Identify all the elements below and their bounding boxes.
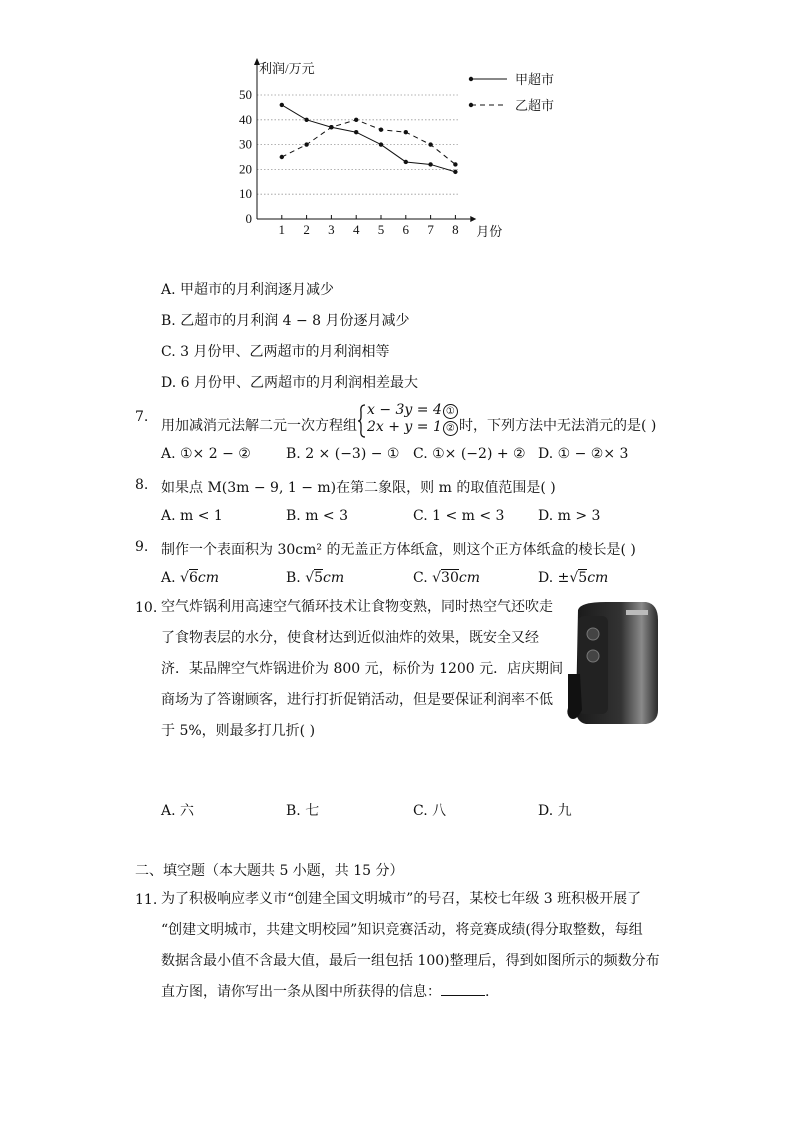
- q11-line: “创建文明城市，共建文明校园”知识竞赛活动，将竞赛成绩(得分取整数，每组: [161, 922, 643, 938]
- q7-equation-system: [357, 402, 459, 441]
- x-tick-label: 4: [352, 222, 360, 237]
- q10-line: 商场为了答谢顾客，进行打折促销活动，但是要保证利润率不低: [161, 692, 553, 708]
- x-tick-label: 3: [328, 222, 335, 237]
- x-tick-label: 1: [278, 222, 286, 237]
- q8-option-c: C. 1 < m < 3: [413, 508, 505, 524]
- data-point: [304, 118, 308, 122]
- data-point: [428, 162, 432, 166]
- data-point: [404, 130, 408, 134]
- q6-option-c: C. 3 月份甲、乙两超市的月利润相等: [161, 344, 390, 360]
- q7-option-c: C. ①× (−2) + ②: [413, 446, 526, 462]
- q10-option-b: B. 七: [286, 803, 320, 819]
- q11-stem: [161, 884, 660, 1008]
- q9-option-c: C. √30cm: [413, 570, 480, 586]
- q7-option-a: A. ①× 2 − ②: [161, 446, 251, 462]
- profit-line-chart: [225, 55, 555, 245]
- data-point: [354, 130, 358, 134]
- q6-option-b: B. 乙超市的月利润 4 − 8 月份逐月减少: [161, 313, 410, 329]
- data-point: [329, 125, 333, 129]
- section-heading: 二、填空题（本大题共 5 小题，共 15 分）: [135, 863, 404, 879]
- answer-blank[interactable]: [441, 983, 485, 996]
- q10-option-c: C. 八: [413, 803, 447, 819]
- x-tick-label: 7: [427, 222, 434, 237]
- y-tick-label: 30: [239, 136, 252, 152]
- q8-number: 8.: [135, 477, 149, 493]
- q7-option-b: B. 2 × (−3) − ①: [286, 446, 400, 462]
- data-point: [453, 170, 457, 174]
- x-axis-arrow-icon: [470, 216, 476, 222]
- air-fryer-image: [566, 600, 660, 730]
- brace-icon: [357, 403, 367, 439]
- q10-line: 于 5%，则最多打几折( ): [161, 723, 316, 739]
- q7-option-d: D. ① − ②× 3: [538, 446, 629, 462]
- legend-label: 甲超市: [515, 72, 555, 87]
- q7-number: 7.: [135, 409, 149, 425]
- y-tick-label: 10: [239, 186, 252, 202]
- q10-line: 了食物表层的水分，使食材达到近似油炸的效果，既安全又经: [161, 630, 539, 646]
- y-tick-label: 20: [239, 161, 252, 177]
- legend-marker: [469, 77, 473, 81]
- data-point: [404, 160, 408, 164]
- q7-stem: [161, 402, 657, 443]
- series-line-2: [282, 120, 456, 165]
- q11-number: 11.: [135, 892, 158, 908]
- data-point: [428, 142, 432, 146]
- x-axis-label: 月份: [476, 224, 503, 239]
- q6-option-a: A. 甲超市的月利润逐月减少: [161, 282, 335, 298]
- q10-line: 济．某品牌空气炸锅进价为 800 元，标价为 1200 元．店庆期间: [161, 661, 564, 677]
- q9-option-b: B. √5cm: [286, 570, 345, 586]
- q9-option-d: D. ±√5cm: [538, 570, 609, 586]
- x-tick-label: 6: [402, 222, 410, 237]
- q7-stem-post: 时，下列方法中无法消元的是( ): [459, 418, 657, 434]
- q7-stem-pre: 用加减消元法解二元一次方程组: [161, 418, 357, 434]
- q7-eq1: x − 3y = 4 ①: [367, 402, 458, 419]
- q10-option-d: D. 九: [538, 803, 572, 819]
- q9-stem: 制作一个表面积为 30cm² 的无盖正方体纸盒，则这个正方体纸盒的棱长是( ): [161, 542, 636, 558]
- q8-option-d: D. m > 3: [538, 508, 601, 524]
- q8-option-a: A. m < 1: [161, 508, 223, 524]
- y-tick-label: 0: [245, 211, 252, 226]
- q8-option-b: B. m < 3: [286, 508, 349, 524]
- data-point: [280, 103, 284, 107]
- data-point: [379, 142, 383, 146]
- legend-label: 乙超市: [515, 98, 555, 113]
- data-point: [453, 162, 457, 166]
- q10-line: 空气炸锅利用高速空气循环技术让食物变熟，同时热空气还吹走: [161, 599, 553, 615]
- q11-line-last: 直方图，请你写出一条从图中所获得的信息： .: [161, 984, 490, 1000]
- y-axis-label: 利润/万元: [259, 61, 315, 76]
- x-tick-label: 8: [452, 222, 459, 237]
- q9-number: 9.: [135, 539, 149, 555]
- data-point: [379, 128, 383, 132]
- legend-marker: [469, 103, 473, 107]
- q11-line: 为了积极响应孝义市“创建全国文明城市”的号召，某校七年级 3 班积极开展了: [161, 891, 642, 907]
- x-tick-label: 5: [377, 222, 385, 237]
- data-point: [354, 118, 358, 122]
- y-tick-label: 40: [239, 111, 252, 127]
- q10-number: 10.: [135, 600, 158, 616]
- q7-eq2: 2x + y = 1 ②: [367, 419, 458, 436]
- series-line-1: [282, 105, 456, 172]
- q8-stem: 如果点 M(3m − 9, 1 − m)在第二象限，则 m 的取值范围是( ): [161, 480, 556, 496]
- y-tick-label: 50: [239, 87, 252, 102]
- q11-line: 数据含最小值不含最大值，最后一组包括 100)整理后，得到如图所示的频数分布: [161, 953, 660, 969]
- x-tick-label: 2: [303, 222, 310, 237]
- chart-svg: [225, 55, 555, 245]
- q10-option-a: A. 六: [161, 803, 195, 819]
- data-point: [304, 142, 308, 146]
- q6-option-d: D. 6 月份甲、乙两超市的月利润相差最大: [161, 375, 418, 391]
- data-point: [280, 155, 284, 159]
- q9-option-a: A. √6cm: [161, 570, 219, 586]
- q10-stem: [161, 592, 563, 747]
